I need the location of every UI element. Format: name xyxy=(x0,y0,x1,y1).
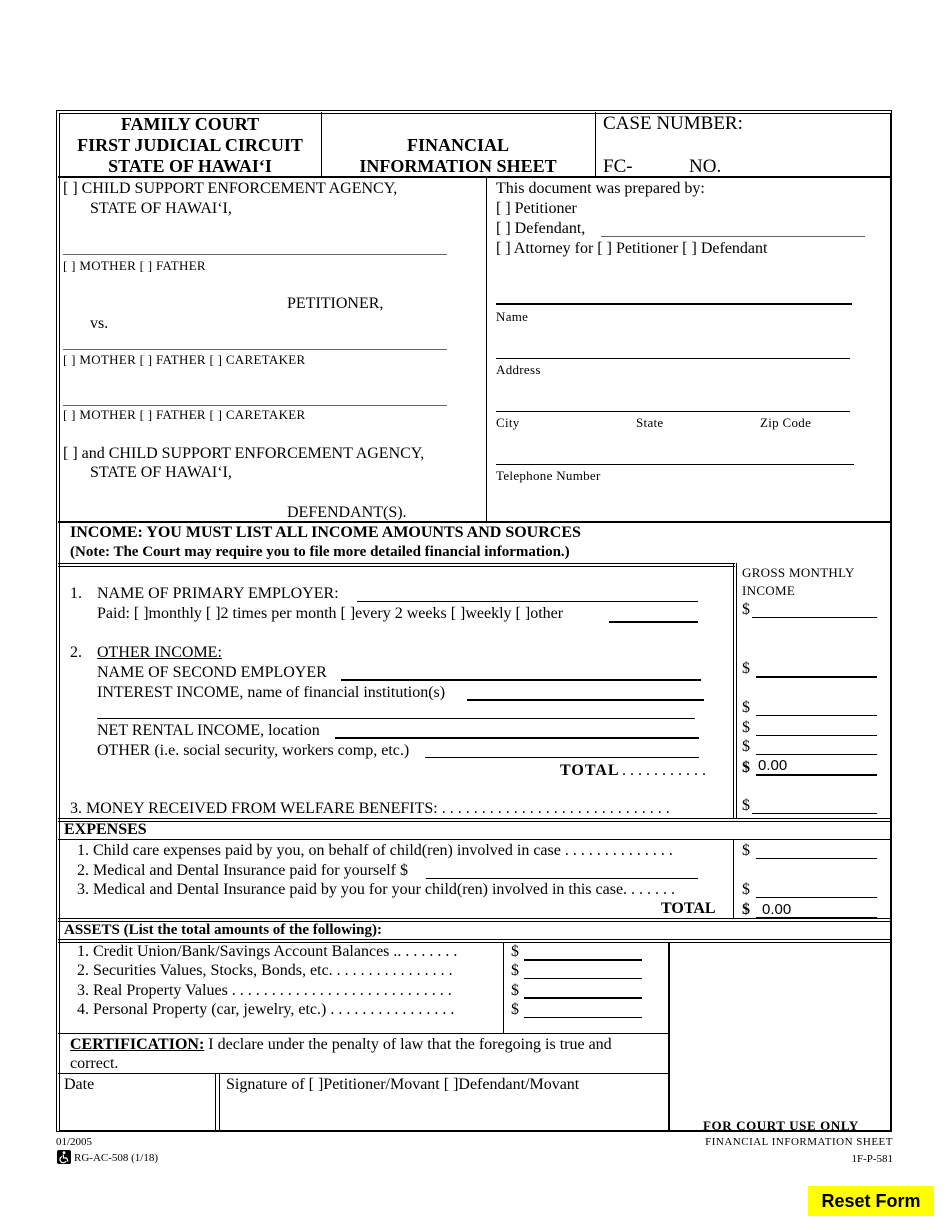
certification-label: CERTIFICATION: xyxy=(70,1036,205,1053)
interest-income-amount[interactable] xyxy=(756,715,877,716)
footer-form-number: 1F-P-581 xyxy=(851,1153,893,1165)
rental-location-field[interactable] xyxy=(335,737,699,739)
second-employer-amount[interactable] xyxy=(756,676,877,678)
dollar-sign: $ xyxy=(742,759,750,776)
primary-income-amount[interactable] xyxy=(752,617,877,618)
csea-defendant-line1[interactable]: [ ] and CHILD SUPPORT ENFORCEMENT AGENCY, xyxy=(63,445,425,462)
prepared-by-defendant[interactable]: [ ] Defendant, xyxy=(496,220,586,237)
defendant2-role-options[interactable]: [ ] MOTHER [ ] FATHER [ ] CARETAKER xyxy=(63,407,306,422)
court-name-line2: FIRST JUDICIAL CIRCUIT xyxy=(77,135,303,155)
dollar-sign: $ xyxy=(742,699,750,716)
city-label: City xyxy=(496,415,520,430)
second-employer-label: NAME OF SECOND EMPLOYER xyxy=(97,664,327,681)
petitioner-role-options[interactable]: [ ] MOTHER [ ] FATHER xyxy=(63,258,206,273)
childcare-amount[interactable] xyxy=(756,858,877,859)
zip-label: Zip Code xyxy=(760,415,812,430)
court-name-line3: STATE OF HAWAI‘I xyxy=(108,156,272,176)
second-employer-field[interactable] xyxy=(341,679,701,681)
signature-label[interactable]: Signature of [ ]Petitioner/Movant [ ]Defendant/Movant xyxy=(226,1076,580,1093)
case-number-label: CASE NUMBER: xyxy=(603,113,743,134)
address-label: Address xyxy=(496,362,541,377)
self-insurance-amount[interactable] xyxy=(426,878,698,879)
income-heading: INCOME: YOU MUST LIST ALL INCOME AMOUNTS AND SOURCES xyxy=(70,524,581,541)
date-field[interactable] xyxy=(62,1094,212,1127)
form-title-line1: FINANCIAL xyxy=(406,135,509,155)
other-sources-field[interactable] xyxy=(425,757,699,758)
footer-form-title: FINANCIAL INFORMATION SHEET xyxy=(705,1136,893,1148)
telephone-label: Telephone Number xyxy=(496,468,601,483)
income-total-amount[interactable] xyxy=(756,774,877,776)
dollar-sign: $ xyxy=(742,901,750,918)
welfare-amount[interactable] xyxy=(752,813,877,814)
address-field[interactable] xyxy=(496,358,850,359)
defendant2-name-field[interactable] xyxy=(63,405,447,406)
interest-institution-field-2[interactable] xyxy=(97,718,695,719)
defendant1-role-options[interactable]: [ ] MOTHER [ ] FATHER [ ] CARETAKER xyxy=(63,352,306,367)
footer-form-code: RG-AC-508 (1/18) xyxy=(74,1152,159,1164)
accessibility-icon xyxy=(57,1150,71,1164)
prepared-by-attorney[interactable]: [ ] Attorney for [ ] Petitioner [ ] Defendant xyxy=(496,240,768,257)
vs-label: vs. xyxy=(90,315,109,332)
rental-income-label: NET RENTAL INCOME, location xyxy=(97,722,320,739)
interest-income-label: INTEREST INCOME, name of financial institution(s) xyxy=(97,684,446,701)
fc-label: FC- xyxy=(603,156,633,177)
expenses-total-value[interactable]: 0.00 xyxy=(762,901,792,918)
dollar-sign: $ xyxy=(742,881,750,898)
defendant1-name-field[interactable] xyxy=(63,349,447,350)
dollar-sign: $ xyxy=(742,842,750,859)
name-label: Name xyxy=(496,309,529,324)
defendant-name-field[interactable] xyxy=(601,236,865,237)
income-total-label: TOTAL xyxy=(560,762,620,779)
income-note: (Note: The Court may require you to file more detailed financial information.) xyxy=(70,544,570,560)
other-income-amount[interactable] xyxy=(756,754,877,755)
no-label: NO. xyxy=(689,156,722,177)
expenses-heading: EXPENSES xyxy=(64,821,147,838)
certification-statement-end: correct. xyxy=(70,1055,119,1072)
dollar-sign: $ xyxy=(742,601,750,618)
dollar-sign: $ xyxy=(511,943,519,960)
child-insurance-amount[interactable] xyxy=(756,897,877,898)
income-total-value[interactable]: 0.00 xyxy=(758,757,788,774)
gross-income-label: INCOME xyxy=(742,583,796,598)
form-title-line2: INFORMATION SHEET xyxy=(359,156,557,176)
reset-form-button[interactable]: Reset Form xyxy=(808,1186,934,1216)
real-property-amount[interactable] xyxy=(524,997,642,999)
asset-bank-label: 1. Credit Union/Bank/Savings Account Balances .. . . . . . . . xyxy=(77,943,458,960)
dollar-sign: $ xyxy=(742,719,750,736)
other-sources-label: OTHER (i.e. social security, workers comp, etc.) xyxy=(97,742,410,759)
income-total-dots: . . . . . . . . . . . xyxy=(622,762,706,779)
city-state-zip-field[interactable] xyxy=(496,411,850,412)
interest-institution-field[interactable] xyxy=(467,699,704,701)
bank-balance-amount[interactable] xyxy=(524,959,642,961)
dollar-sign: $ xyxy=(511,1001,519,1018)
csea-defendant-line2: STATE OF HAWAI‘I, xyxy=(90,464,232,481)
dollar-sign: $ xyxy=(742,738,750,755)
petitioner-label: PETITIONER, xyxy=(287,295,384,312)
court-use-label: FOR COURT USE ONLY xyxy=(703,1118,859,1133)
csea-line2: STATE OF HAWAI‘I, xyxy=(90,200,232,217)
expenses-total-label: TOTAL xyxy=(661,900,716,917)
state-label: State xyxy=(636,415,664,430)
fc-field[interactable] xyxy=(634,176,680,177)
telephone-field[interactable] xyxy=(496,464,854,465)
dollar-sign: $ xyxy=(511,982,519,999)
prepared-by-petitioner[interactable]: [ ] Petitioner xyxy=(496,200,577,217)
expense-child-insurance-label: 3. Medical and Dental Insurance paid by you for your child(ren) involved in this case. . . . . . . xyxy=(77,881,676,898)
certification-text xyxy=(70,1036,612,1054)
other-income-label: OTHER INCOME: xyxy=(97,644,222,661)
court-name-line1: FAMILY COURT xyxy=(120,114,260,134)
petitioner-name-field[interactable] xyxy=(63,254,447,255)
primary-employer-label: NAME OF PRIMARY EMPLOYER: xyxy=(97,585,339,602)
asset-personal-property-label: 4. Personal Property (car, jewelry, etc.) . . . . . . . . . . . . . . . . xyxy=(77,1001,455,1018)
expense-self-insurance-label: 2. Medical and Dental Insurance paid for yourself $ xyxy=(77,862,408,879)
prepared-by-heading: This document was prepared by: xyxy=(496,180,705,197)
asset-securities-label: 2. Securities Values, Stocks, Bonds, etc. . . . . . . . . . . . . . . . xyxy=(77,962,453,979)
rental-income-amount[interactable] xyxy=(756,735,877,736)
csea-checkbox-line1[interactable]: [ ] CHILD SUPPORT ENFORCEMENT AGENCY, xyxy=(63,180,398,197)
assets-heading: ASSETS (List the total amounts of the following): xyxy=(64,922,382,938)
date-label: Date xyxy=(64,1076,95,1093)
pay-other-field[interactable] xyxy=(609,621,698,623)
expense-childcare-label: 1. Child care expenses paid by you, on behalf of child(ren) involved in case . . . . . . . . . . . . . . xyxy=(77,842,673,859)
footer-date-code: 01/2005 xyxy=(56,1136,93,1148)
pay-frequency-options[interactable]: Paid: [ ]monthly [ ]2 times per month [ ]every 2 weeks [ ]weekly [ ]other xyxy=(97,605,564,622)
certification-statement: I declare under the penalty of law that the foregoing is true and xyxy=(204,1036,612,1053)
defendants-label: DEFENDANT(S). xyxy=(287,504,407,521)
name-field[interactable] xyxy=(496,303,852,305)
securities-amount[interactable] xyxy=(524,978,642,979)
income-item2-num: 2. xyxy=(70,644,82,661)
dollar-sign: $ xyxy=(742,797,750,814)
welfare-benefits-label: 3. MONEY RECEIVED FROM WELFARE BENEFITS: . . . . . . . . . . . . . . . . . . . . . . . . . . . . . xyxy=(70,800,670,817)
personal-property-amount[interactable] xyxy=(524,1017,642,1018)
dollar-sign: $ xyxy=(511,962,519,979)
gross-monthly-label: GROSS MONTHLY xyxy=(742,565,855,580)
income-item1-num: 1. xyxy=(70,585,82,602)
dollar-sign: $ xyxy=(742,660,750,677)
case-number-field[interactable] xyxy=(733,176,867,177)
primary-employer-field[interactable] xyxy=(357,601,698,602)
signature-field[interactable] xyxy=(224,1094,664,1127)
asset-real-property-label: 3. Real Property Values . . . . . . . . . . . . . . . . . . . . . . . . . . . . xyxy=(77,982,452,999)
